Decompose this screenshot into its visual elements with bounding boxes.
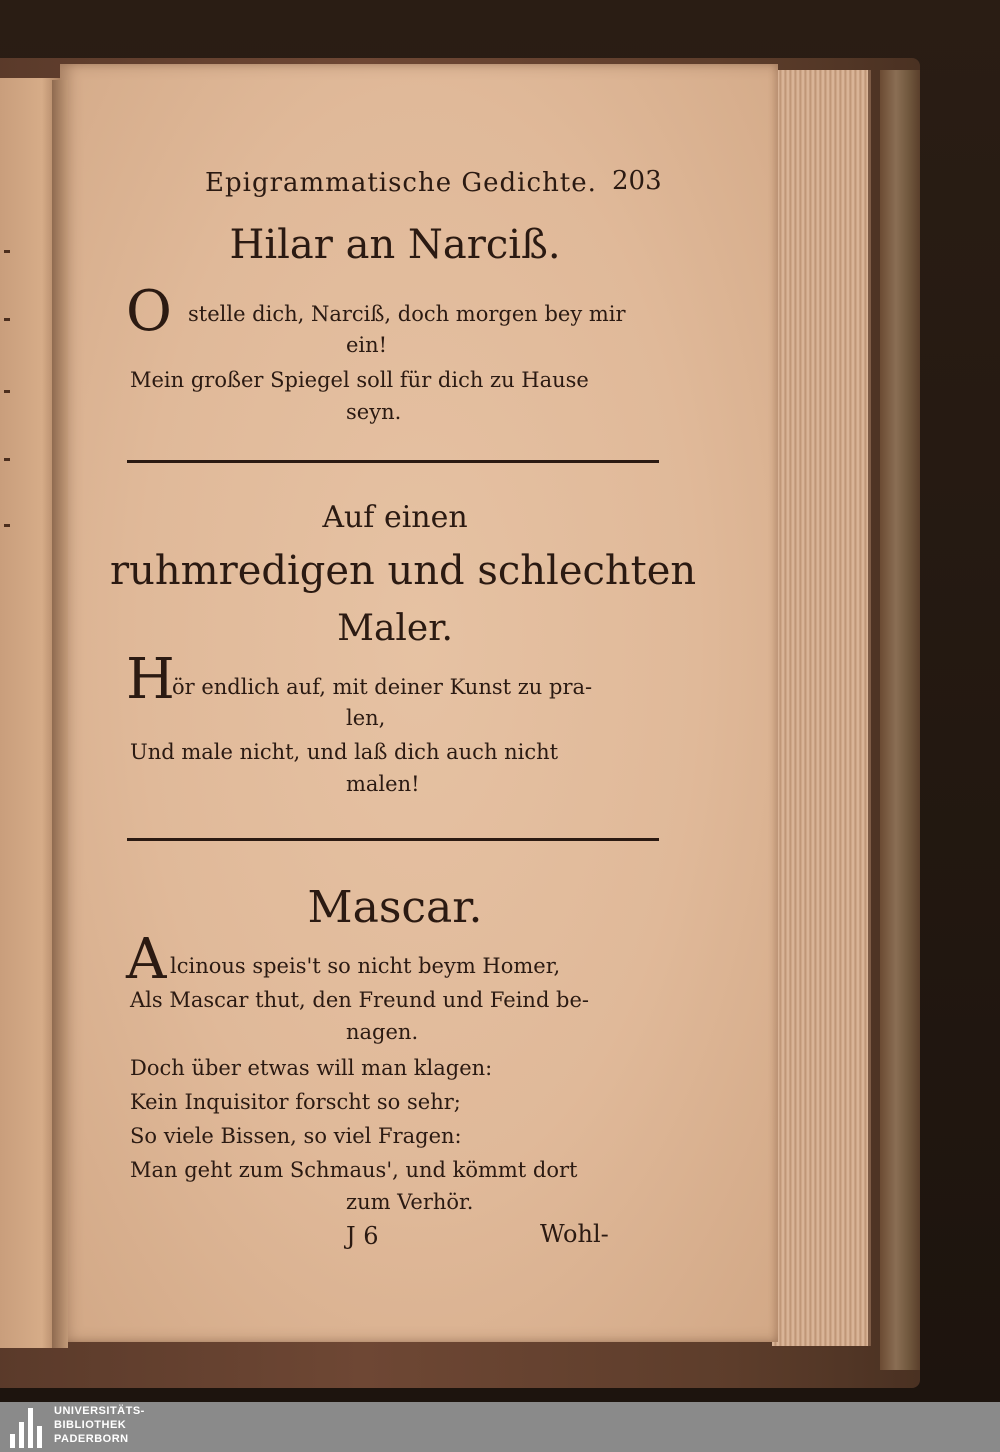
- drop-initial: H: [126, 647, 175, 712]
- divider-rule: [127, 838, 659, 841]
- drop-initial: O: [126, 279, 172, 344]
- divider-rule: [127, 460, 659, 463]
- poem-line: seyn.: [346, 400, 402, 424]
- poem-title-line: ruhmredigen und schlechten: [110, 548, 697, 594]
- poem-line: zum Verhör.: [346, 1190, 474, 1214]
- book-spine-edge: [880, 70, 920, 1370]
- library-logo-icon: [10, 1406, 48, 1448]
- signature-mark: J 6: [346, 1222, 379, 1250]
- poem-line: lcinous speis't so nicht beym Homer,: [170, 954, 561, 978]
- poem-line: malen!: [346, 772, 420, 796]
- poem-line: Mein großer Spiegel soll für dich zu Hause: [130, 368, 589, 392]
- poem-line: ein!: [346, 333, 388, 357]
- poem-line: ör endlich auf, mit deiner Kunst zu pra-: [172, 675, 593, 699]
- poem-line: nagen.: [346, 1020, 419, 1044]
- poem-line: Und male nicht, und laß dich auch nicht: [130, 740, 559, 764]
- poem-line: Doch über etwas will man klagen:: [130, 1056, 493, 1080]
- catchword: Wohl-: [540, 1220, 609, 1248]
- logo-line: BIBLIOTHEK: [54, 1419, 127, 1431]
- page-number: 203: [612, 166, 662, 196]
- poem-line: Als Mascar thut, den Freund und Feind be-: [130, 988, 590, 1012]
- gutter: [52, 80, 68, 1348]
- left-page-edge: [0, 78, 60, 1348]
- running-head: Epigrammatische Gedichte.: [205, 168, 597, 198]
- logo-line: UNIVERSITÄTS-: [54, 1405, 145, 1417]
- logo-line: PADERBORN: [54, 1433, 129, 1445]
- drop-initial: A: [126, 927, 167, 992]
- poem-line: stelle dich, Narciß, doch morgen bey mir: [188, 302, 626, 326]
- poem-title: Hilar an Narciß.: [229, 222, 561, 268]
- poem-title-line: Auf einen: [322, 500, 468, 535]
- poem-title: Mascar.: [307, 882, 483, 933]
- poem-title-line: Maler.: [337, 608, 453, 649]
- footer-band: [0, 1402, 1000, 1452]
- poem-line: Man geht zum Schmaus', und kömmt dort: [130, 1158, 578, 1182]
- poem-line: So viele Bissen, so viel Fragen:: [130, 1124, 462, 1148]
- poem-line: Kein Inquisitor forscht so sehr;: [130, 1090, 461, 1114]
- poem-line: len,: [346, 706, 386, 730]
- library-logo-text: [54, 1404, 145, 1446]
- page-stack-edge: [772, 70, 871, 1346]
